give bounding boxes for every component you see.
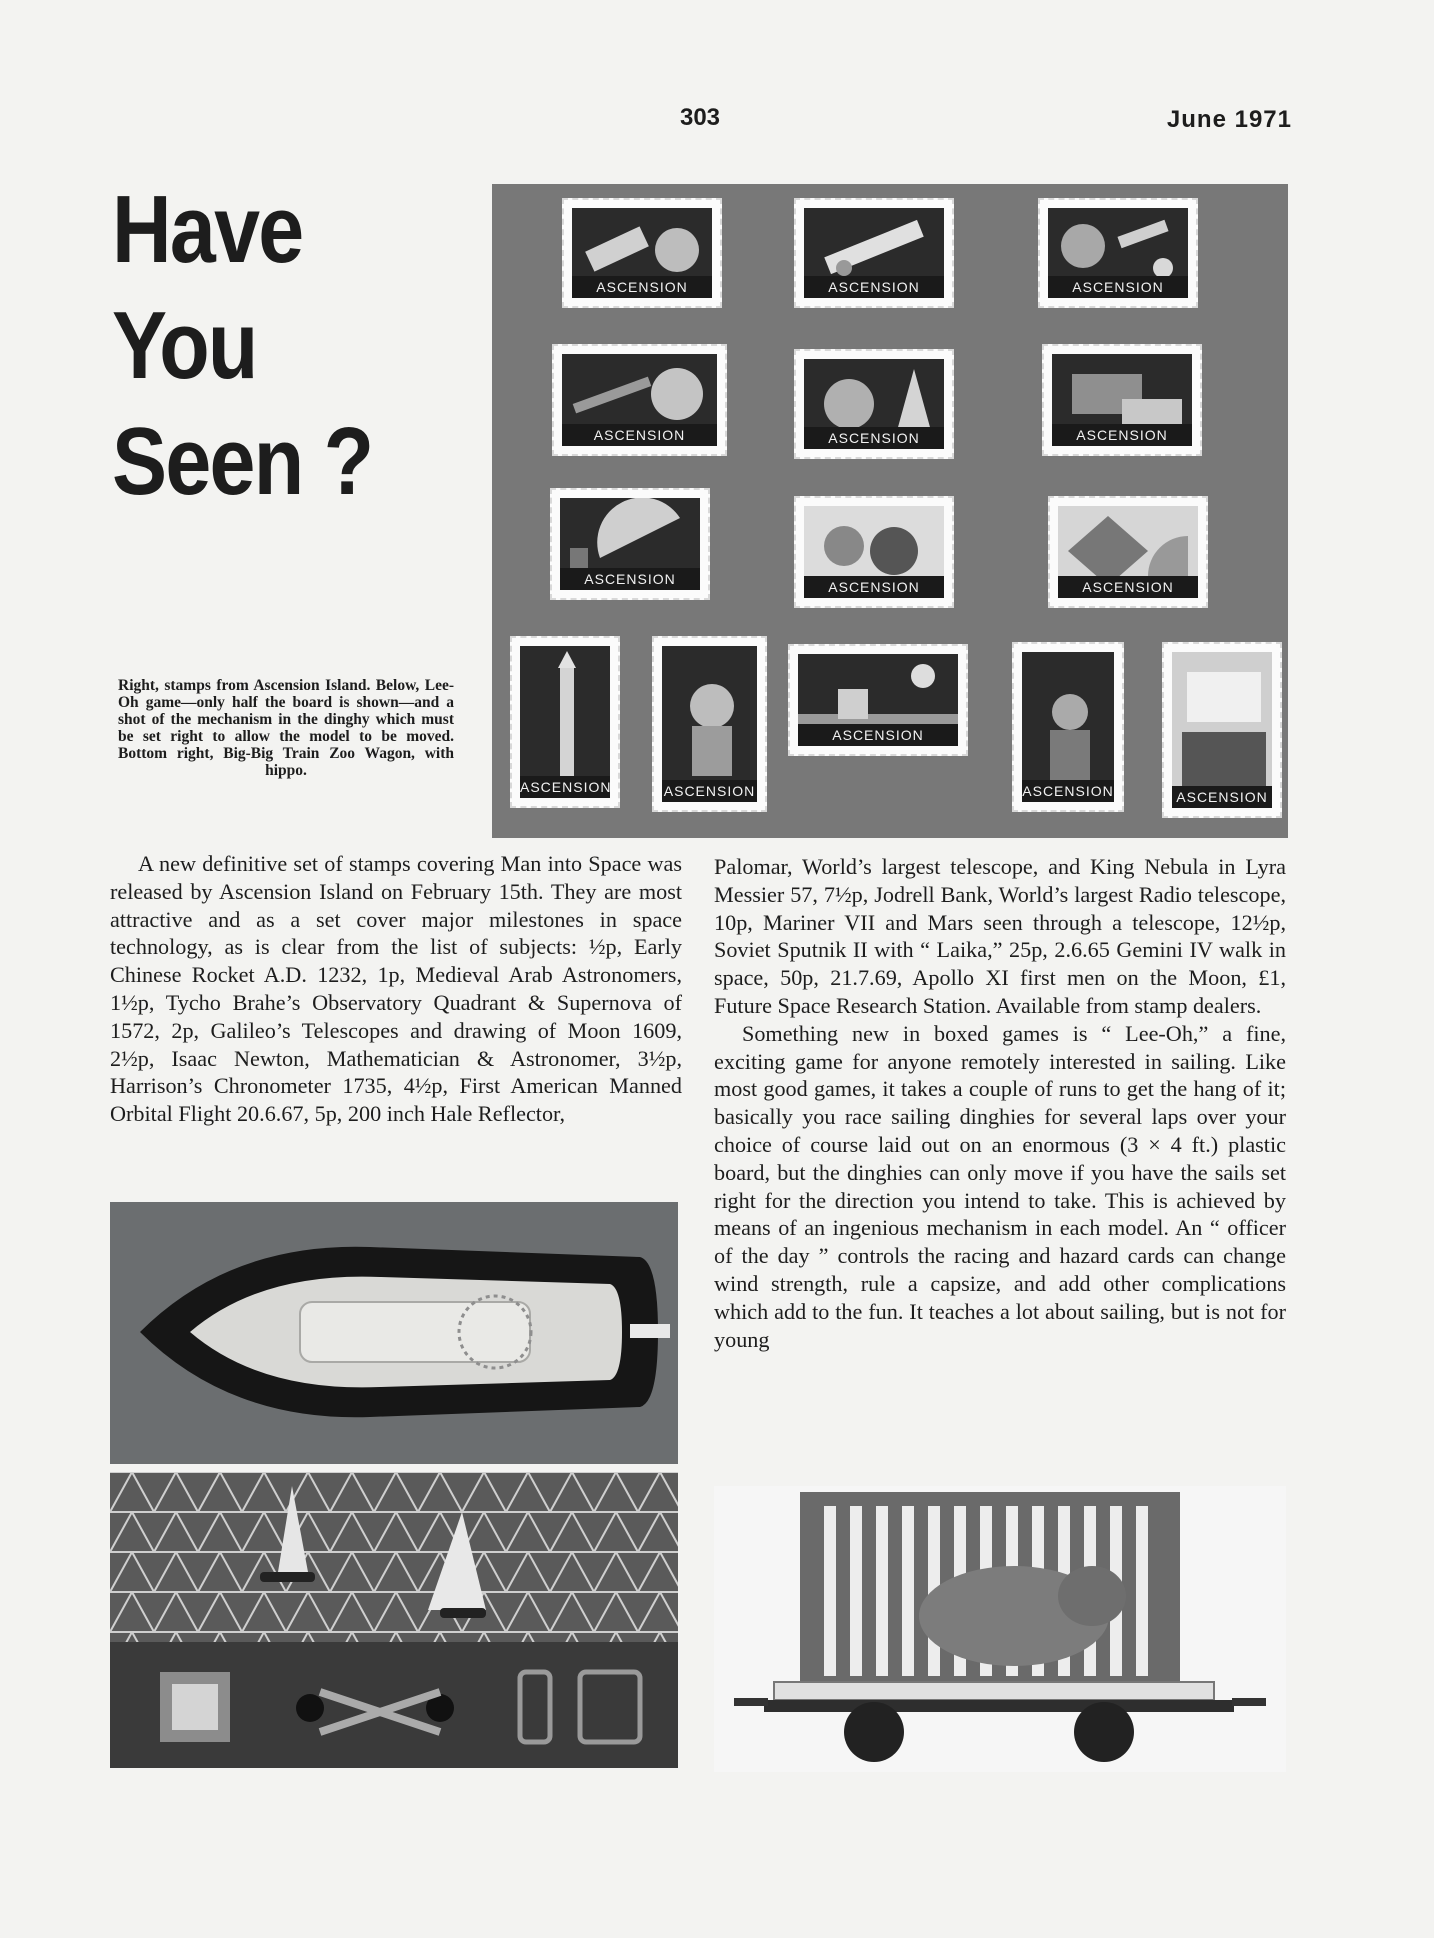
headline — [112, 172, 422, 520]
stamp — [510, 636, 620, 808]
stamp — [552, 344, 727, 456]
stamp-label: ASCENSION — [1172, 786, 1272, 808]
stamp-label: ASCENSION — [804, 276, 944, 298]
stamp-artwork — [662, 646, 757, 802]
stamp-artwork — [1172, 652, 1272, 808]
stamp-label: ASCENSION — [572, 276, 712, 298]
dinghy-mechanism-photo — [110, 1202, 678, 1464]
stamp — [794, 496, 954, 608]
stamp — [1048, 496, 1208, 608]
stamp-label: ASCENSION — [1048, 276, 1188, 298]
headline-line-1: Have — [112, 176, 303, 283]
stamp — [562, 198, 722, 308]
zoo-wagon-photo — [714, 1486, 1286, 1772]
stamp — [550, 488, 710, 600]
stamp-label: ASCENSION — [560, 568, 700, 590]
headline-line-2: You — [112, 292, 257, 399]
stamp — [788, 644, 968, 756]
stamp — [794, 349, 954, 459]
stamps-photo — [492, 184, 1288, 838]
headline-line-3: Seen ? — [112, 408, 373, 515]
stamp — [1162, 642, 1282, 818]
issue-date: June 1971 — [1166, 106, 1292, 133]
page-number: 303 — [679, 104, 721, 131]
photo-caption: Right, stamps from Ascension Island. Below, Lee-Oh game—only half the board is shown—and a shot of the mechanism in the dinghy which must be set right to allow the model to be moved. Bottom right, Big-Big Train Zoo Wagon, with hippo. — [118, 677, 454, 779]
stamp — [1012, 642, 1124, 812]
stamp — [652, 636, 767, 812]
article-right-column — [714, 853, 1286, 1353]
stamp — [1042, 344, 1202, 456]
stamp — [794, 198, 954, 308]
stamp-label: ASCENSION — [804, 427, 944, 449]
stamp-label: ASCENSION — [1058, 576, 1198, 598]
stamp-label: ASCENSION — [804, 576, 944, 598]
stamp — [1038, 198, 1198, 308]
stamp-label: ASCENSION — [662, 780, 757, 802]
article-left-column: A new definitive set of stamps covering Man into Space was released by Ascension Island on February 15th. They are most attractive and as a set cover major milestones in space technology, as is clear from the list of subjects: ½p, Early Chinese Rocket A.D. 1232, 1p, Medieval Arab Astronomers, 1½p, Tycho Brahe’s Observatory Quadrant & Supernova of 1572, 2p, Galileo’s Telescopes and drawing of Moon 1609, 2½p, Isaac Newton, Mathematician & Astronomer, 3½p, Harrison’s Chronometer 1735, 4½p, First American Manned Orbital Flight 20.6.67, 5p, 200 inch Hale Reflector, — [110, 851, 682, 1127]
stamp-label: ASCENSION — [798, 724, 958, 746]
stamp-label: ASCENSION — [562, 424, 717, 446]
stamp-label: ASCENSION — [1052, 424, 1192, 446]
article-paragraph: Something new in boxed games is “ Lee-Oh,” a fine, exciting game for anyone remotely interested in sailing. Like most good games, it takes a couple of runs to get the hang of it; basically you race sailing dinghies for several laps over your choice of course laid out on an enormous (3 × 4 ft.) plastic board, but the dinghies can only move if you have the sails set right for the direction you intend to take. This is achieved by means of an ingenious mechanism in each model. An “ officer of the day ” controls the racing and hazard cards can change wind strength, rule a capsize, and add other complications which add to the fun. It teaches a lot about sailing, but is not for young — [714, 1020, 1286, 1352]
stamp-label: ASCENSION — [520, 776, 610, 798]
article-paragraph: Palomar, World’s largest telescope, and King Nebula in Lyra Messier 57, 7½p, Jodrell Bank, World’s largest Radio telescope, 10p, Mariner VII and Mars seen through a telescope, 12½p, Soviet Sputnik II with “ Laika,” 25p, 2.6.65 Gemini IV walk in space, 50p, 21.7.69, Apollo XI first men on the Moon, £1, Future Space Research Station. Available from stamp dealers. — [714, 854, 1286, 1018]
lee-oh-board-photo — [110, 1472, 678, 1768]
stamp-label: ASCENSION — [1022, 780, 1114, 802]
